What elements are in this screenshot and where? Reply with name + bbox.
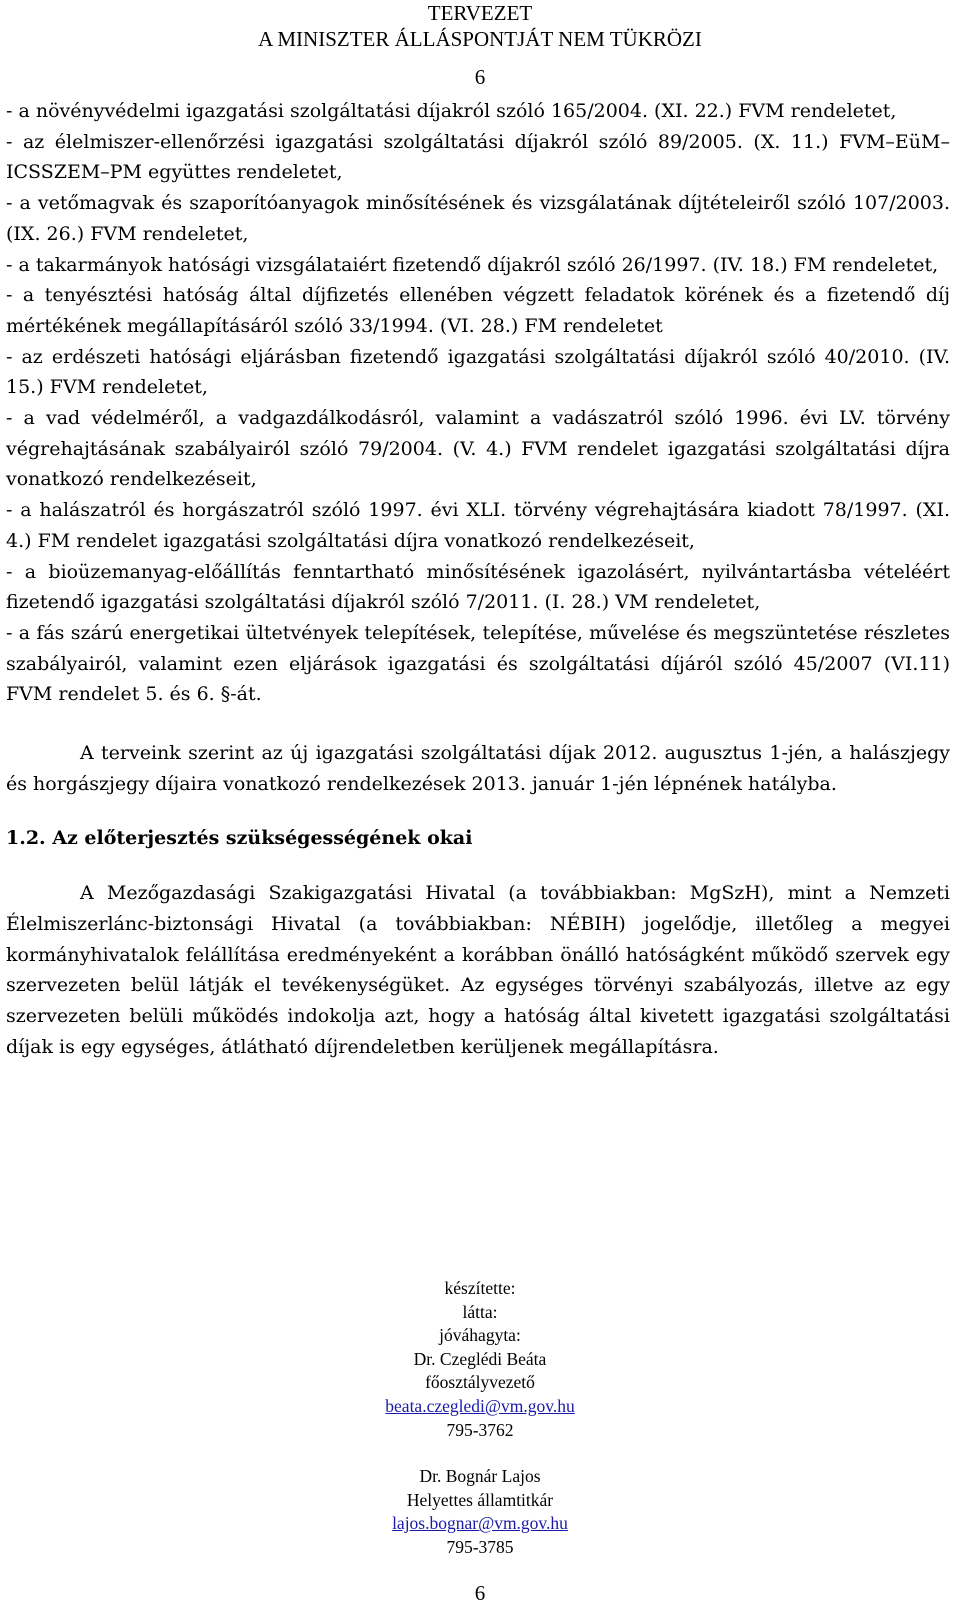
list-item: - a halászatról és horgászatról szóló 1997. évi XLI. törvény végrehajtására kiadott 78/1997. (XI. 4.) FM rendelet igazgatási szolgáltatási díjra vonatkozó rendelkezéseit, — [6, 499, 950, 552]
spacer — [6, 854, 950, 878]
document-body — [6, 96, 950, 1062]
list-item: - a tenyésztési hatóság által díjfizetés ellenében végzett feladatok körének és a fizetendő díj mértékének megállapításáról szóló 33/1994. (VI. 28.) FM rendeletet — [6, 284, 950, 337]
disclaimer-label: A MINISZTER ÁLLÁSPONTJÁT NEM TÜKRÖZI — [258, 27, 702, 51]
signer-phone: 795-3785 — [446, 1536, 514, 1557]
signature-block — [0, 1277, 960, 1560]
spacer — [0, 1442, 960, 1465]
list-item: - a fás szárú energetikai ültetvények telepítések, telepítése, művelése és megszüntetése részletes szabályairól, valamint ezen eljárások igazgatási és szolgáltatási díjáról szóló 45/2007 (VI.11) FVM rendelet 5. és 6. §-át. — [6, 621, 950, 706]
list-item: - a növényvédelmi igazgatási szolgáltatási díjakról szóló 165/2004. (XI. 22.) FVM rendeletet, — [6, 100, 897, 122]
signer-email-link[interactable]: beata.czegledi@vm.gov.hu — [385, 1395, 575, 1416]
spacer — [6, 799, 950, 823]
list-item: - a vetőmagvak és szaporítóanyagok minősítésének és vizsgálatának díjtételeiről szóló 107/2003. (IX. 26.) FVM rendeletet, — [6, 192, 950, 245]
list-item: - az élelmiszer-ellenőrzési igazgatási szolgáltatási díjakról szóló 89/2005. (X. 11.) FVM–EüM–ICSSZEM–PM együttes rendeletet, — [6, 130, 950, 184]
signer-name: Dr. Bognár Lajos — [419, 1466, 541, 1487]
signer-title: Helyettes államtitkár — [406, 1489, 554, 1510]
spacer — [6, 710, 950, 738]
draft-header — [0, 0, 960, 52]
page-number-top: 6 — [474, 65, 486, 89]
list-item: - a takarmányok hatósági vizsgálataiért fizetendő díjakról szóló 26/1997. (IV. 18.) FM rendeletet, — [6, 253, 939, 276]
prepared-by-label: készítette: — [444, 1278, 516, 1298]
page-number-bottom: 6 — [474, 1581, 486, 1605]
list-item: - a vad védelméről, a vadgazdálkodásról, valamint a vadászatról szóló 1996. évi LV. törvény végrehajtásának szabályairól szóló 79/2004. (V. 4.) FVM rendelet igazgatási szolgáltatási díjra vonatkozó rendelkezéseit, — [6, 407, 950, 491]
section-heading: 1.2. Az előterjesztés szükségességének okai — [6, 827, 473, 850]
draft-label: TERVEZET — [427, 1, 533, 25]
seen-by-label: látta: — [462, 1301, 498, 1322]
approved-by-label: jóváhagyta: — [439, 1325, 521, 1346]
signer-phone: 795-3762 — [446, 1419, 514, 1440]
signer-email-link[interactable]: lajos.bognar@vm.gov.hu — [392, 1513, 568, 1534]
effective-date-paragraph: A terveink szerint az új igazgatási szolgáltatási díjak 2012. augusztus 1-jén, a halászjegy és horgászjegy díjaira vonatkozó rendelkezések 2013. január 1-jén lépnének hatályba. — [6, 742, 950, 795]
list-item: - az erdészeti hatósági eljárásban fizetendő igazgatási szolgáltatási díjakról szóló 40/2010. (IV. 15.) FVM rendeletet, — [6, 345, 950, 399]
list-item: - a bioüzemanyag-előállítás fenntartható minősítésének igazolásért, nyilvántartásba vételéért fizetendő igazgatási szolgáltatási díjakról szóló 7/2011. (I. 28.) VM rendeletet, — [6, 560, 950, 614]
reasons-paragraph: A Mezőgazdasági Szakigazgatási Hivatal (a továbbiakban: MgSzH), mint a Nemzeti Élelmiszerlánc-biztonsági Hivatal (a továbbiakban: NÉBIH) jogelődje, illetőleg a megyei kormányhivatalok felállítása eredményeként a korábban önálló hatóságként működő szervek egy szervezeten belül látják el tevékenységüket. Az egységes törvényi szabályozás, illetve az egy szervezeten belüli működés indokolja azt, hogy a hatóság által kivetett igazgatási szolgáltatási díjak is egy egységes, átlátható díjrendeletben kerüljenek megállapításra. — [6, 882, 950, 1058]
signer-name: Dr. Czeglédi Beáta — [413, 1348, 547, 1369]
signer-title: főosztályvezető — [425, 1372, 535, 1393]
